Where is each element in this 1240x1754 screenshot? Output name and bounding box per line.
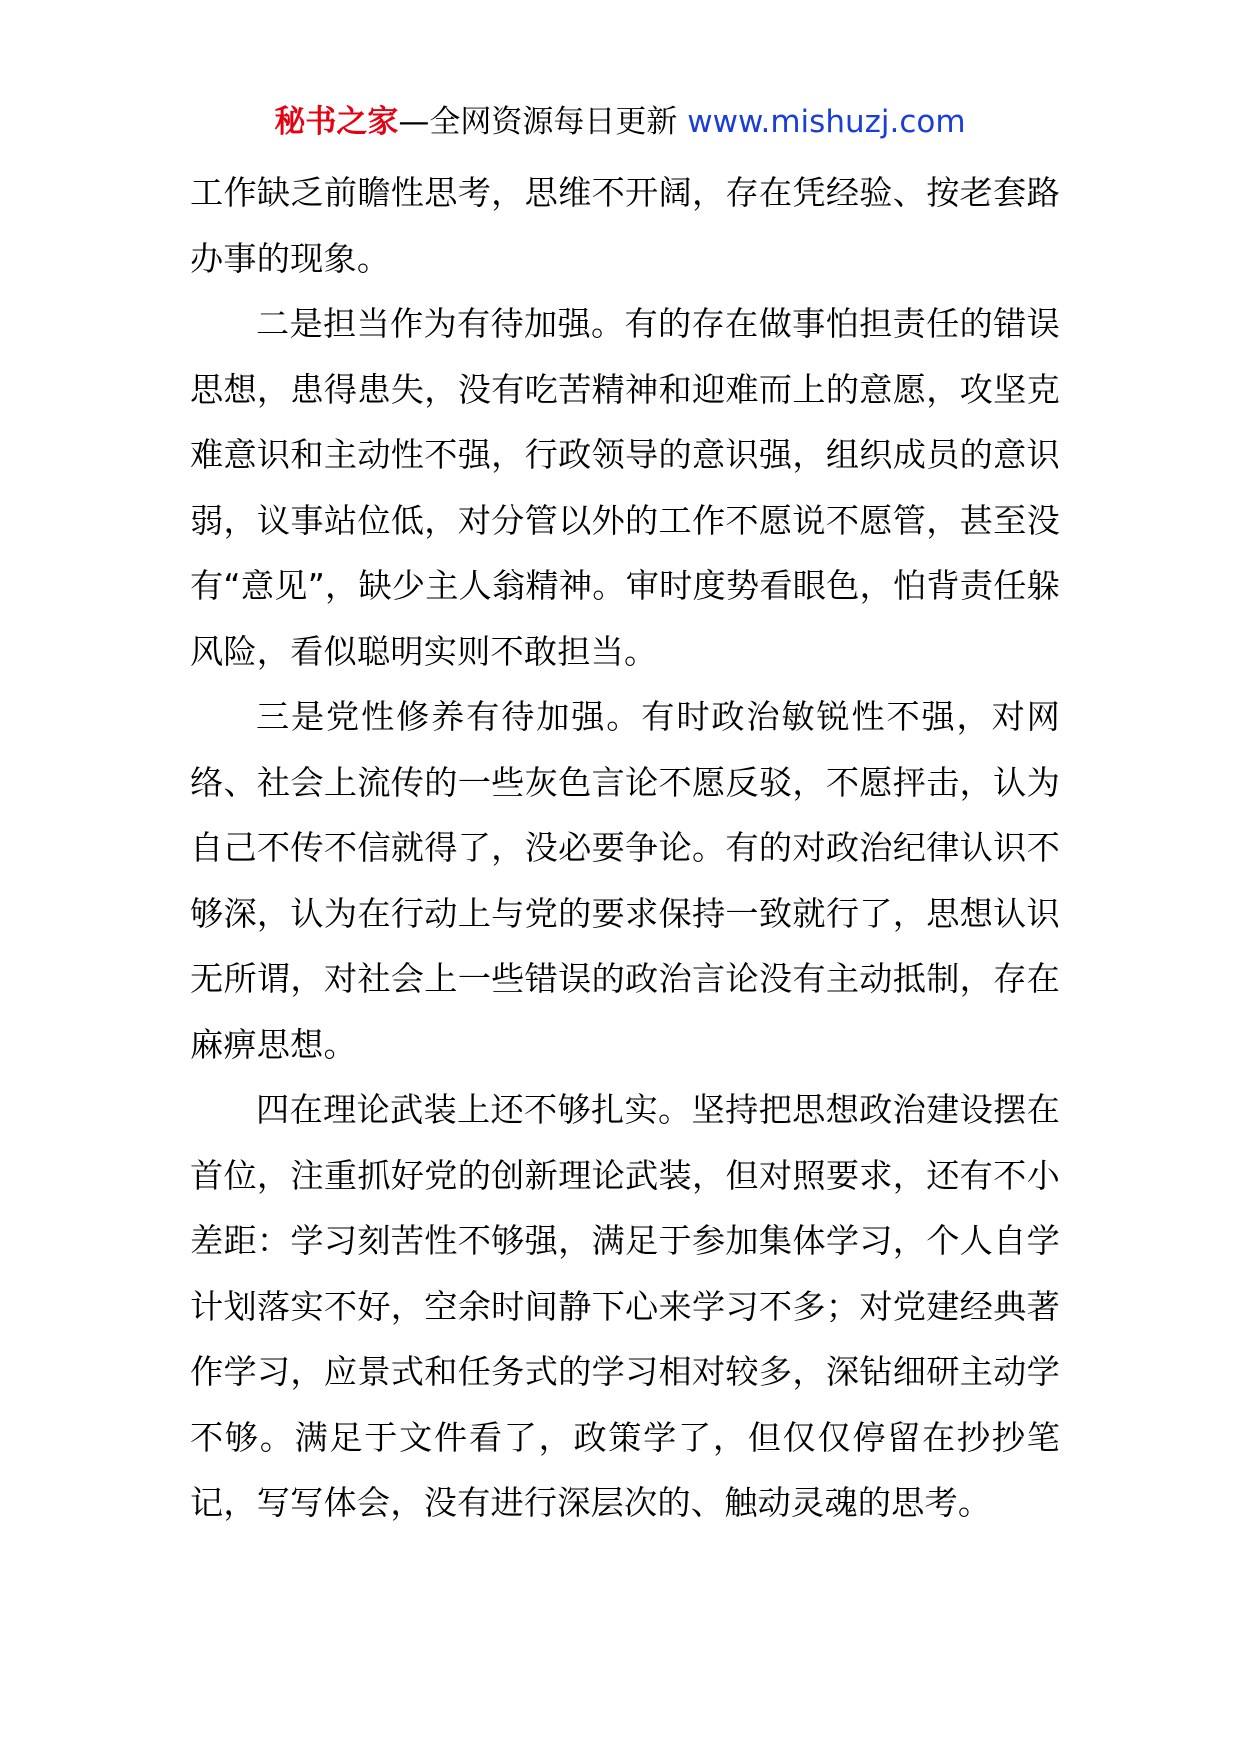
paragraph-continuation: 工作缺乏前瞻性思考，思维不开阔，存在凭经验、按老套路办事的现象。 [190, 173, 1060, 278]
brand-name: 秘书之家 [274, 104, 399, 140]
paragraph-theory-study: 四在理论武装上还不够扎实。坚持把思想政治建设摆在首位，注重抓好党的创新理论武装，但对照要求，还有不小差距：学习刻苦性不够强，满足于参加集体学习，个人自学计划落实不好，空余时间静下心来学习不多；对党建经典著作学习，应景式和任务式的学习相对较多，深钻细研主动学不够。满足于文件看了，政策学了，但仅仅停留在抄抄笔记，写写体会，没有进行深层次的、触动灵魂的思考。 [190, 1090, 1060, 1522]
header-tagline: —全网资源每日更新 [398, 104, 678, 140]
document-body [190, 160, 1060, 1536]
website-link[interactable]: www.mishuzj.com [687, 104, 966, 140]
paragraph-party-spirit: 三是党性修养有待加强。有时政治敏锐性不强，对网络、社会上流传的一些灰色言论不愿反驳，不愿抨击，认为自己不传不信就得了，没必要争论。有的对政治纪律认识不够深，认为在行动上与党的要求保持一致就行了，思想认识无所谓，对社会上一些错误的政治言论没有主动抵制，存在麻痹思想。 [190, 697, 1060, 1064]
page-header [0, 100, 1240, 144]
paragraph-responsibility: 二是担当作为有待加强。有的存在做事怕担责任的错误思想，患得患失，没有吃苦精神和迎难而上的意愿，攻坚克难意识和主动性不强，行政领导的意识强，组织成员的意识弱，议事站位低，对分管以外的工作不愿说不愿管，甚至没有“意见”，缺少主人翁精神。审时度势看眼色，怕背责任躲风险，看似聪明实则不敢担当。 [190, 304, 1060, 671]
